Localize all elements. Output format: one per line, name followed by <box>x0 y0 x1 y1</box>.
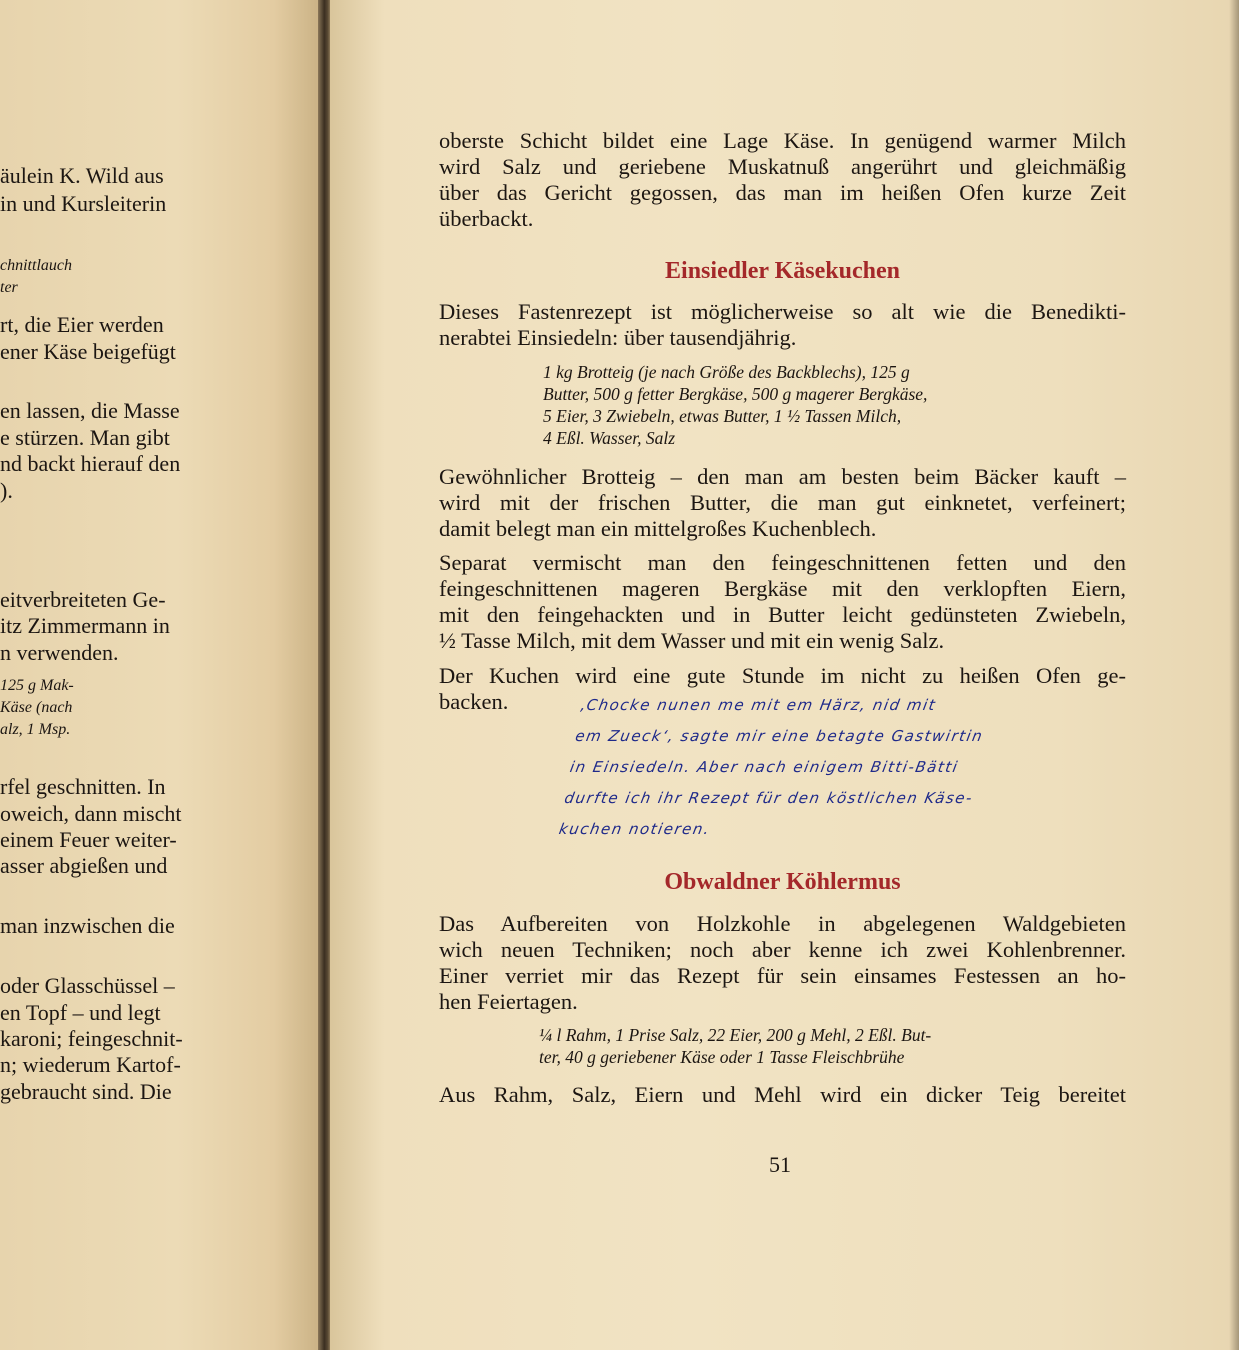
handwritten-line: ‚Chocke nunen me mit em Härz, nid mit <box>579 696 938 714</box>
left-page-text-line: ter <box>0 279 18 296</box>
left-page-text-line: einem Feuer weiter- <box>0 827 177 852</box>
text-line: nerabtei Einsiedeln: über tausendjährig. <box>439 325 797 350</box>
recipe1-intro <box>439 299 1126 351</box>
text-line: wich neuen Techniken; noch aber kenne ich zwei Kohlenbrenner. <box>439 937 1126 962</box>
left-page-text-line: karoni; feingeschnit- <box>0 1026 183 1051</box>
handwritten-line: em Zueck‘, sagte mir eine betagte Gastwirtin <box>573 727 985 745</box>
recipe2-step1 <box>439 1082 1126 1108</box>
left-page-text-line: Käse (nach <box>0 699 73 716</box>
left-page-text-line: in und Kursleiterin <box>0 191 167 216</box>
ingredient-line: Butter, 500 g fetter Bergkäse, 500 g magerer Bergkäse, <box>543 384 928 404</box>
ingredient-line: ter, 40 g geriebener Käse oder 1 Tasse Fleischbrühe <box>539 1047 905 1067</box>
text-line: überbackt. <box>439 206 534 231</box>
left-page-text-line: itz Zimmermann in <box>0 613 170 638</box>
left-page-text-line: ). <box>0 478 13 503</box>
text-line: Einer verriet mir das Rezept für sein einsames Festessen an ho- <box>439 963 1126 988</box>
text-line: feingeschnittenen mageren Bergkäse mit den verklopften Eiern, <box>439 576 1126 601</box>
left-page-text-line: en Topf – und legt <box>0 1000 161 1025</box>
left-page-text-line: man inzwischen die <box>0 913 175 938</box>
handwritten-line: durfte ich ihr Rezept für den köstlichen Käse- <box>563 789 975 807</box>
recipe1-step2 <box>439 550 1126 654</box>
left-page-text-line: n; wiederum Kartof- <box>0 1052 181 1077</box>
left-page-text-line: oder Glasschüssel – <box>0 973 175 998</box>
left-page-text-line: rfel geschnitten. In <box>0 774 166 799</box>
left-page-text-line: 125 g Mak- <box>0 677 74 694</box>
left-page-text-line: chnittlauch <box>0 257 72 274</box>
left-page-text-line: eitverbreiteten Ge- <box>0 587 166 612</box>
left-page-text-line: rt, die Eier werden <box>0 312 164 337</box>
left-page <box>0 0 322 1350</box>
left-page-text-line: alz, 1 Msp. <box>0 721 71 738</box>
recipe-title-kaesekuchen: Einsiedler Käsekuchen <box>665 258 900 284</box>
text-line: wird mit der frischen Butter, die man gut einknetet, verfeinert; <box>439 490 1126 515</box>
page-number: 51 <box>769 1152 791 1177</box>
recipe1-ingredients <box>543 361 927 449</box>
text-line: Separat vermischt man den feingeschnittenen fetten und den <box>439 550 1126 575</box>
text-line: Gewöhnlicher Brotteig – den man am besten beim Bäcker kauft – <box>439 464 1126 489</box>
page-edge-shadow <box>1229 0 1239 1350</box>
text-line: oberste Schicht bildet eine Lage Käse. In genügend warmer Milch <box>439 128 1126 153</box>
left-page-text-line: e stürzen. Man gibt <box>0 425 170 450</box>
right-page <box>330 0 1239 1350</box>
left-page-text-line: n verwenden. <box>0 640 119 665</box>
recipe2-intro <box>439 911 1126 1015</box>
text-line: Das Aufbereiten von Holzkohle in abgelegenen Waldgebieten <box>439 911 1126 936</box>
handwritten-note <box>556 690 1143 845</box>
left-page-text-line: gebraucht sind. Die <box>0 1079 172 1104</box>
left-page-text-line: en lassen, die Masse <box>0 398 180 423</box>
text-line: Dieses Fastenrezept ist möglicherweise so alt wie die Benedikti- <box>439 299 1126 324</box>
ingredient-line: 4 Eßl. Wasser, Salz <box>543 428 676 448</box>
text-line: damit belegt man ein mittelgroßes Kuchenblech. <box>439 516 877 541</box>
intro-paragraph <box>439 128 1126 232</box>
ingredient-line: ¼ l Rahm, 1 Prise Salz, 22 Eier, 200 g Mehl, 2 Eßl. But- <box>539 1025 932 1045</box>
left-page-text-line: asser abgießen und <box>0 853 168 878</box>
left-page-text-line: nd backt hierauf den <box>0 451 181 476</box>
left-page-text-line: ener Käse beigefügt <box>0 339 176 364</box>
text-line: hen Feiertagen. <box>439 989 578 1014</box>
text-line: Der Kuchen wird eine gute Stunde im nicht zu heißen Ofen ge- <box>439 663 1126 688</box>
recipe-title-koehlermus: Obwaldner Köhlermus <box>664 869 901 895</box>
text-line: ½ Tasse Milch, mit dem Wasser und mit ein wenig Salz. <box>439 628 945 653</box>
recipe1-step1 <box>439 464 1126 542</box>
text-line: backen. <box>439 689 509 714</box>
handwritten-line: kuchen notieren. <box>557 820 712 838</box>
ingredient-line: 1 kg Brotteig (je nach Größe des Backblechs), 125 g <box>543 362 910 382</box>
text-line: über das Gericht gegossen, das man im heißen Ofen kurze Zeit <box>439 180 1126 205</box>
text-line: wird Salz und geriebene Muskatnuß angerührt und gleichmäßig <box>439 154 1126 179</box>
text-line: Aus Rahm, Salz, Eiern und Mehl wird ein dicker Teig bereitet <box>439 1082 1126 1107</box>
handwritten-line: in Einsiedeln. Aber nach einigem Bitti-Bätti <box>568 758 961 776</box>
ingredient-line: 5 Eier, 3 Zwiebeln, etwas Butter, 1 ½ Tassen Milch, <box>543 406 902 426</box>
text-line: mit den feingehackten und in Butter leicht gedünsteten Zwiebeln, <box>439 602 1126 627</box>
left-page-text-line: oweich, dann mischt <box>0 801 182 826</box>
left-page-text-line: äulein K. Wild aus <box>0 163 164 188</box>
recipe2-ingredients <box>539 1024 931 1068</box>
